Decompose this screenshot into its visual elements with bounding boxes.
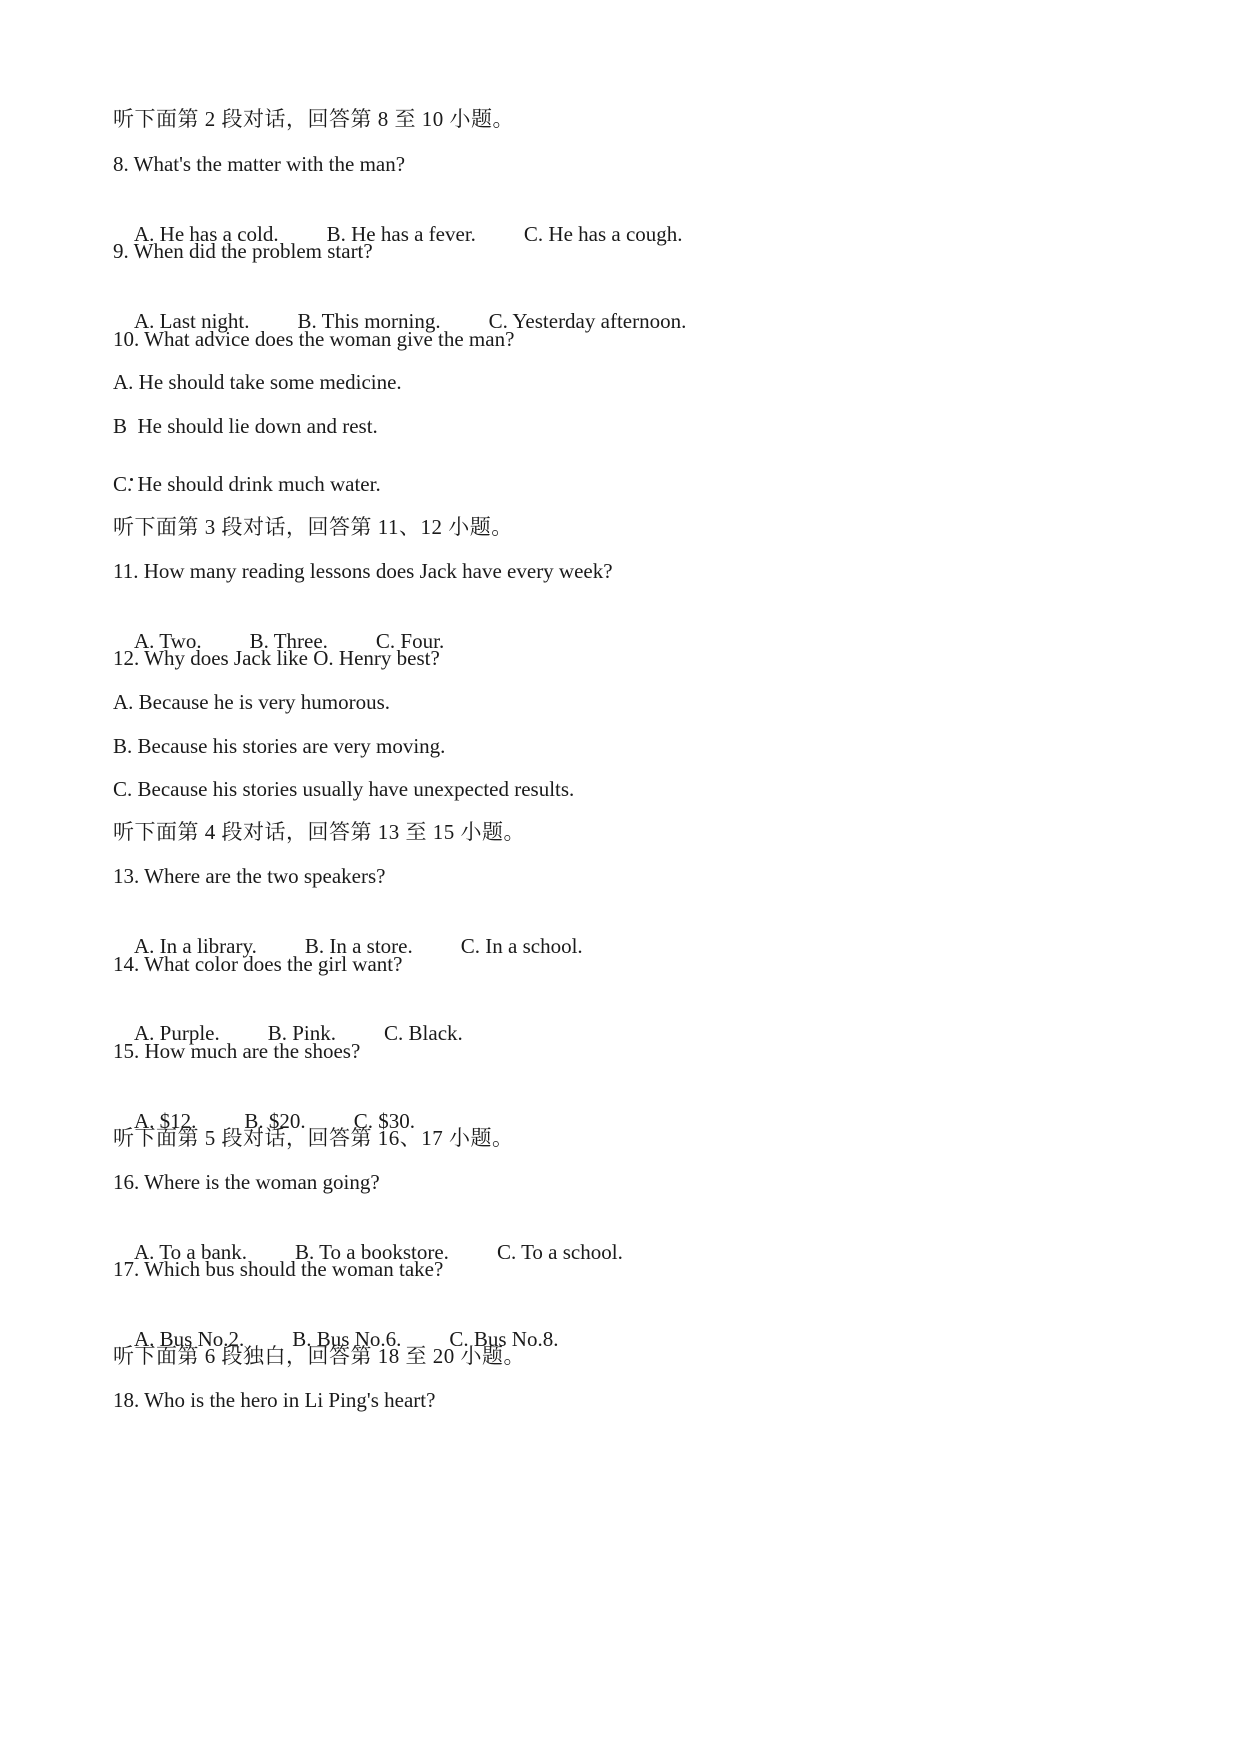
section-4-header: 听下面第 4 段对话，回答第 13 至 15 小题。 (113, 820, 525, 844)
question-9: 9. When did the problem start? (113, 239, 373, 263)
section-5-header: 听下面第 5 段对话，回答第 16、17 小题。 (113, 1126, 514, 1150)
q17-option-b: B. Bus No.6. (292, 1327, 402, 1351)
question-18: 18. Who is the hero in Li Ping's heart? (113, 1388, 436, 1412)
question-13: 13. Where are the two speakers? (113, 864, 386, 888)
q17-option-a: A. Bus No.2. (134, 1327, 245, 1351)
q14-option-a: A. Purple. (134, 1021, 220, 1045)
q9-option-a: A. Last night. (134, 309, 250, 333)
q15-option-a: A. $12. (134, 1109, 197, 1133)
q11-option-c: C. Four. (375, 629, 445, 653)
q12-option-a: A. Because he is very humorous. (113, 690, 391, 714)
question-11: 11. How many reading lessons does Jack have every week? (113, 559, 613, 583)
question-12: 12. Why does Jack like O. Henry best? (113, 646, 440, 670)
q10-option-b: B He should lie down and rest. (113, 414, 378, 438)
q11-option-a: A. Two. (134, 629, 202, 653)
q12-option-c: C. Because his stories usually have unexpected results. (113, 777, 575, 801)
q16-option-a: A. To a bank. (134, 1240, 248, 1264)
q9-option-b: B. This morning. (297, 309, 441, 333)
q8-option-a: A. He has a cold. (134, 222, 279, 246)
q13-option-a: A. In a library. (134, 934, 257, 958)
q10-option-a: A. He should take some medicine. (113, 370, 402, 394)
section-2-header: 听下面第 2 段对话，回答第 8 至 10 小题。 (113, 107, 514, 131)
q10-option-c: C. He should drink much water. (113, 472, 381, 496)
question-16: 16. Where is the woman going? (113, 1170, 380, 1194)
q16-option-b: B. To a bookstore. (295, 1240, 449, 1264)
section-3-header: 听下面第 3 段对话，回答第 11、12 小题。 (113, 515, 513, 539)
question-8: 8. What's the matter with the man? (113, 152, 406, 176)
q12-option-b: B. Because his stories are very moving. (113, 734, 446, 758)
q17-option-c: C. Bus No.8. (449, 1327, 559, 1351)
question-15: 15. How much are the shoes? (113, 1039, 361, 1063)
q8-option-b: B. He has a fever. (326, 222, 476, 246)
q9-option-c: C. Yesterday afternoon. (488, 309, 687, 333)
q16-option-c: C. To a school. (496, 1240, 623, 1264)
q15-option-c: C. $30. (353, 1109, 415, 1133)
question-17: 17. Which bus should the woman take? (113, 1257, 444, 1281)
q11-option-b: B. Three. (249, 629, 328, 653)
q14-option-b: B. Pink. (267, 1021, 337, 1045)
question-10: 10. What advice does the woman give the man? (113, 327, 515, 351)
q8-option-c: C. He has a cough. (523, 222, 683, 246)
section-6-header: 听下面第 6 段独白，回答第 18 至 20 小题。 (113, 1344, 525, 1368)
q15-option-b: B. $20. (244, 1109, 306, 1133)
q14-option-c: C. Black. (384, 1021, 463, 1045)
q13-option-b: B. In a store. (304, 934, 413, 958)
q13-option-c: C. In a school. (460, 934, 583, 958)
question-14: 14. What color does the girl want? (113, 952, 403, 976)
